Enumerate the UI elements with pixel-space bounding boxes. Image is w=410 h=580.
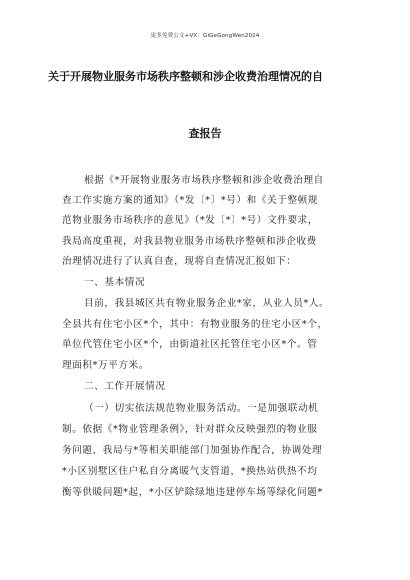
basic-line-4: 理面积*万平方米。: [62, 360, 149, 371]
intro-line-1: 根据《*开展物业服务市场秩序整顿和涉企收费治理自: [84, 175, 324, 186]
work-line-4: *小区别墅区住户私自分离暖气支管道，*换热站供热不均: [62, 466, 318, 477]
section-heading-basic: 一、基本情况: [84, 277, 146, 288]
work-line-2: 制。依据《*物业管理条例》，针对群众反映强烈的物业服: [62, 424, 318, 435]
intro-line-2: 查工作实施方案的通知》（*发〔*〕*号）和《关于整顿规: [62, 195, 319, 206]
intro-line-3: 范物业服务市场秩序的意见》（*发〔*〕*号）文件要求，: [62, 215, 319, 226]
intro-line-4: 我局高度重视，对我县物业服务市场秩序整顿和涉企收费: [62, 236, 317, 247]
work-line-1: （一）切实依法规范物业服务活动。一是加强联动机: [84, 403, 319, 414]
basic-line-3: 单位代管住宅小区*个，由街道社区托管住宅小区*个。管: [62, 339, 318, 350]
basic-line-1: 目前，我县城区共有物业服务企业*家，从业人员*人。: [84, 298, 330, 309]
title-line-2: 查报告: [188, 127, 222, 140]
intro-line-5: 治理情况进行了认真自查，现将自查情况汇报如下：: [62, 256, 297, 267]
work-line-3: 务问题，我局与*等相关职能部门加强协作配合，协调处理: [62, 445, 323, 456]
title-line-1: 关于开展物业服务市场秩序整顿和涉企收费治理情况的自: [48, 70, 323, 83]
section-heading-work: 二、工作开展情况: [84, 381, 166, 392]
work-line-5: 衡等供暖问题*起，*小区铲除绿地违建停车场等绿化问题*: [62, 487, 323, 498]
header-note: 更多免费公文+VX：GiGeGongWen2024: [150, 33, 260, 39]
basic-line-2: 全县共有住宅小区*个，其中：有物业服务的住宅小区*个，: [62, 319, 328, 330]
